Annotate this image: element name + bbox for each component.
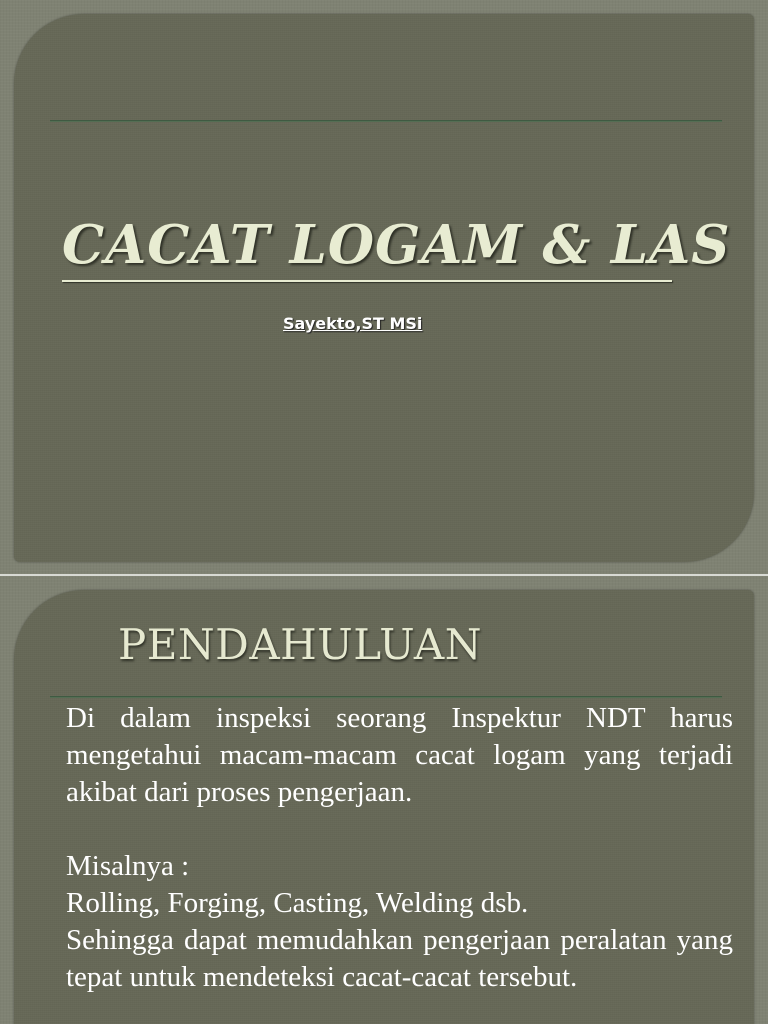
slide-1-panel [14, 14, 754, 562]
example-label: Misalnya : [66, 850, 190, 882]
title-underline [62, 280, 672, 282]
slide-title: CACAT LOGAM & LAS [62, 214, 731, 276]
conclusion-paragraph: Sehingga dapat memudahkan pengerjaan peralatan yang tepat untuk mendeteksi cacat-cacat tersebut. [66, 924, 733, 993]
paragraph-spacer [66, 811, 733, 848]
author-name: Sayekto,ST MSi [283, 314, 423, 333]
top-rule [50, 120, 722, 122]
slide-2 [0, 576, 768, 1024]
intro-paragraph: Di dalam inspeksi seorang Inspektur NDT harus mengetahui macam-macam cacat logam yang terjadi akibat dari proses pengerjaan. [66, 702, 733, 808]
example-list: Rolling, Forging, Casting, Welding dsb. [66, 887, 529, 919]
section-heading: PENDAHULUAN [118, 620, 482, 669]
slide-body [66, 700, 733, 996]
heading-rule [50, 696, 722, 698]
